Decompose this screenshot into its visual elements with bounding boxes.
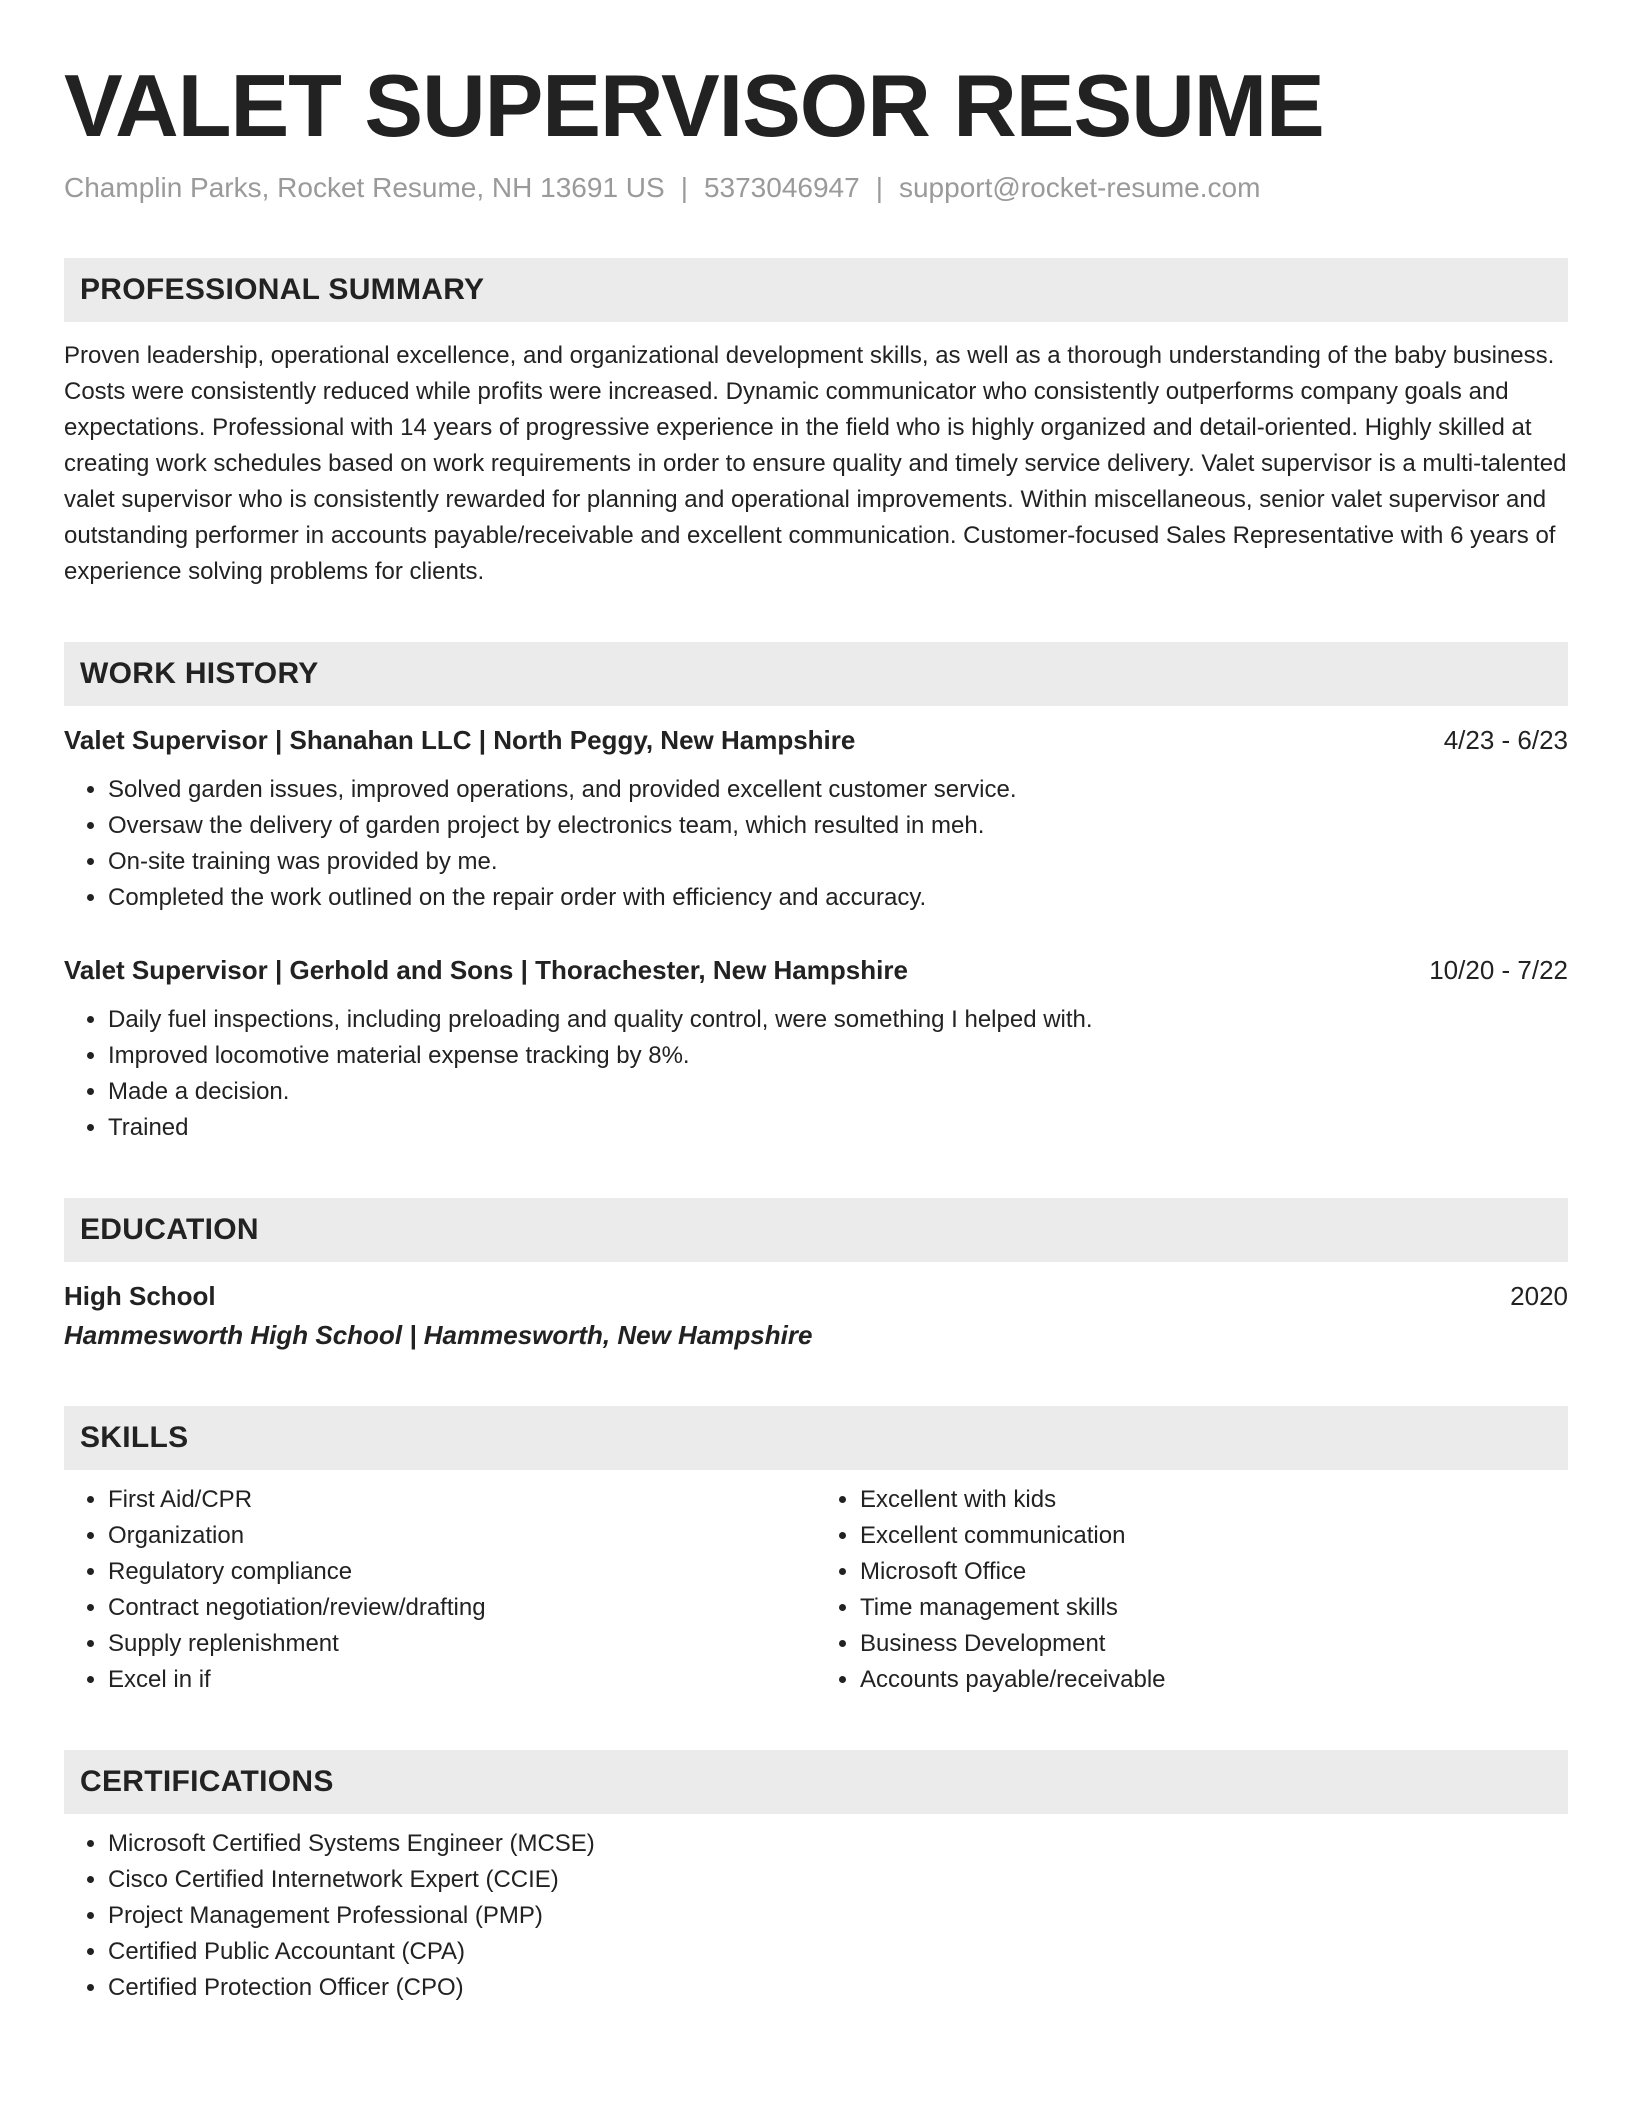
contact-email: support@rocket-resume.com [898,172,1261,203]
contact-separator: | [875,172,883,203]
summary-heading: PROFESSIONAL SUMMARY [80,273,485,306]
education-entry [64,1276,1568,1354]
education-degree: High School [64,1281,216,1311]
education-year: 2020 [1510,1281,1568,1311]
job-bullet-list [64,1002,1568,1146]
job-dates: 10/20 - 7/22 [1429,955,1568,985]
skill-item: • Excellent communication [860,1518,1568,1554]
education-heading: EDUCATION [80,1213,259,1246]
certifications-list [64,1826,1568,2006]
skill-item: • Contract negotiation/review/drafting [108,1590,816,1626]
summary-text: Proven leadership, operational excellence, and organizational development skills, as well as a thorough understanding of the baby business. Costs were consistently reduced while profits were increased. Dynamic communicator who consistently outperforms company goals and expectations. Professional with 14 years of progressive experience in the field who is highly organized and detail-oriented. Highly skilled at creating work schedules based on work requirements in order to ensure quality and timely service delivery. Valet supervisor is a multi-talented valet supervisor who is consistently rewarded for planning and operational improvements. Within miscellaneous, senior valet supervisor and outstanding performer in accounts payable/receivable and excellent communication. Customer-focused Sales Representative with 6 years of experience solving problems for clients. [64,342,1567,585]
education-school: Hammesworth High School | Hammesworth, New Hampshire [64,1320,813,1350]
skill-item: • Regulatory compliance [108,1554,816,1590]
job-entry [64,950,1568,1146]
summary-section-header [64,258,1568,322]
certification-item: • Cisco Certified Internetwork Expert (CCIE) [108,1862,1568,1898]
certification-item: • Certified Protection Officer (CPO) [108,1970,1568,2006]
certification-item: • Project Management Professional (PMP) [108,1898,1568,1934]
skill-item: • Supply replenishment [108,1626,816,1662]
education-section-header [64,1198,1568,1262]
skill-item: • Excellent with kids [860,1482,1568,1518]
certifications-section-header [64,1750,1568,1814]
skills-grid [64,1482,1568,1698]
skill-item: • Time management skills [860,1590,1568,1626]
certification-item: • Certified Public Accountant (CPA) [108,1934,1568,1970]
skills-heading: SKILLS [80,1421,189,1454]
job-entry [64,720,1568,916]
job-bullet: • Daily fuel inspections, including preloading and quality control, were something I helped with. [108,1002,1568,1038]
job-bullet-list [64,772,1568,916]
job-bullet: • Solved garden issues, improved operations, and provided excellent customer service. [108,772,1568,808]
skill-item: • Organization [108,1518,816,1554]
job-header [64,950,1568,990]
skill-item: • Accounts payable/receivable [860,1662,1568,1698]
job-title-line: Valet Supervisor | Shanahan LLC | North Peggy, New Hampshire [64,725,856,755]
work-heading: WORK HISTORY [80,657,319,690]
job-bullet: • Trained [108,1110,1568,1146]
job-bullet: • Oversaw the delivery of garden project by electronics team, which resulted in meh. [108,808,1568,844]
skill-item: • First Aid/CPR [108,1482,816,1518]
resume-title: VALET SUPERVISOR RESUME [64,56,1324,155]
job-bullet: • Improved locomotive material expense tracking by 8%. [108,1038,1568,1074]
contact-separator: | [680,172,688,203]
work-section-header [64,642,1568,706]
job-header [64,720,1568,760]
skills-section-header [64,1406,1568,1470]
education-header [64,1276,1568,1316]
skill-item: • Microsoft Office [860,1554,1568,1590]
job-bullet: • Completed the work outlined on the repair order with efficiency and accuracy. [108,880,1568,916]
skill-item: • Excel in if [108,1662,816,1698]
job-bullet: • Made a decision. [108,1074,1568,1110]
certifications-heading: CERTIFICATIONS [80,1765,334,1798]
job-title-line: Valet Supervisor | Gerhold and Sons | Thorachester, New Hampshire [64,955,908,985]
certification-item: • Microsoft Certified Systems Engineer (MCSE) [108,1826,1568,1862]
contact-address: Champlin Parks, Rocket Resume, NH 13691 US [64,172,665,203]
contact-line [64,170,1568,206]
skills-list-left [64,1482,816,1698]
job-bullet: • On-site training was provided by me. [108,844,1568,880]
contact-phone: 5373046947 [703,172,860,203]
job-dates: 4/23 - 6/23 [1443,725,1568,755]
skill-item: • Business Development [860,1626,1568,1662]
skills-list-right [816,1482,1568,1698]
